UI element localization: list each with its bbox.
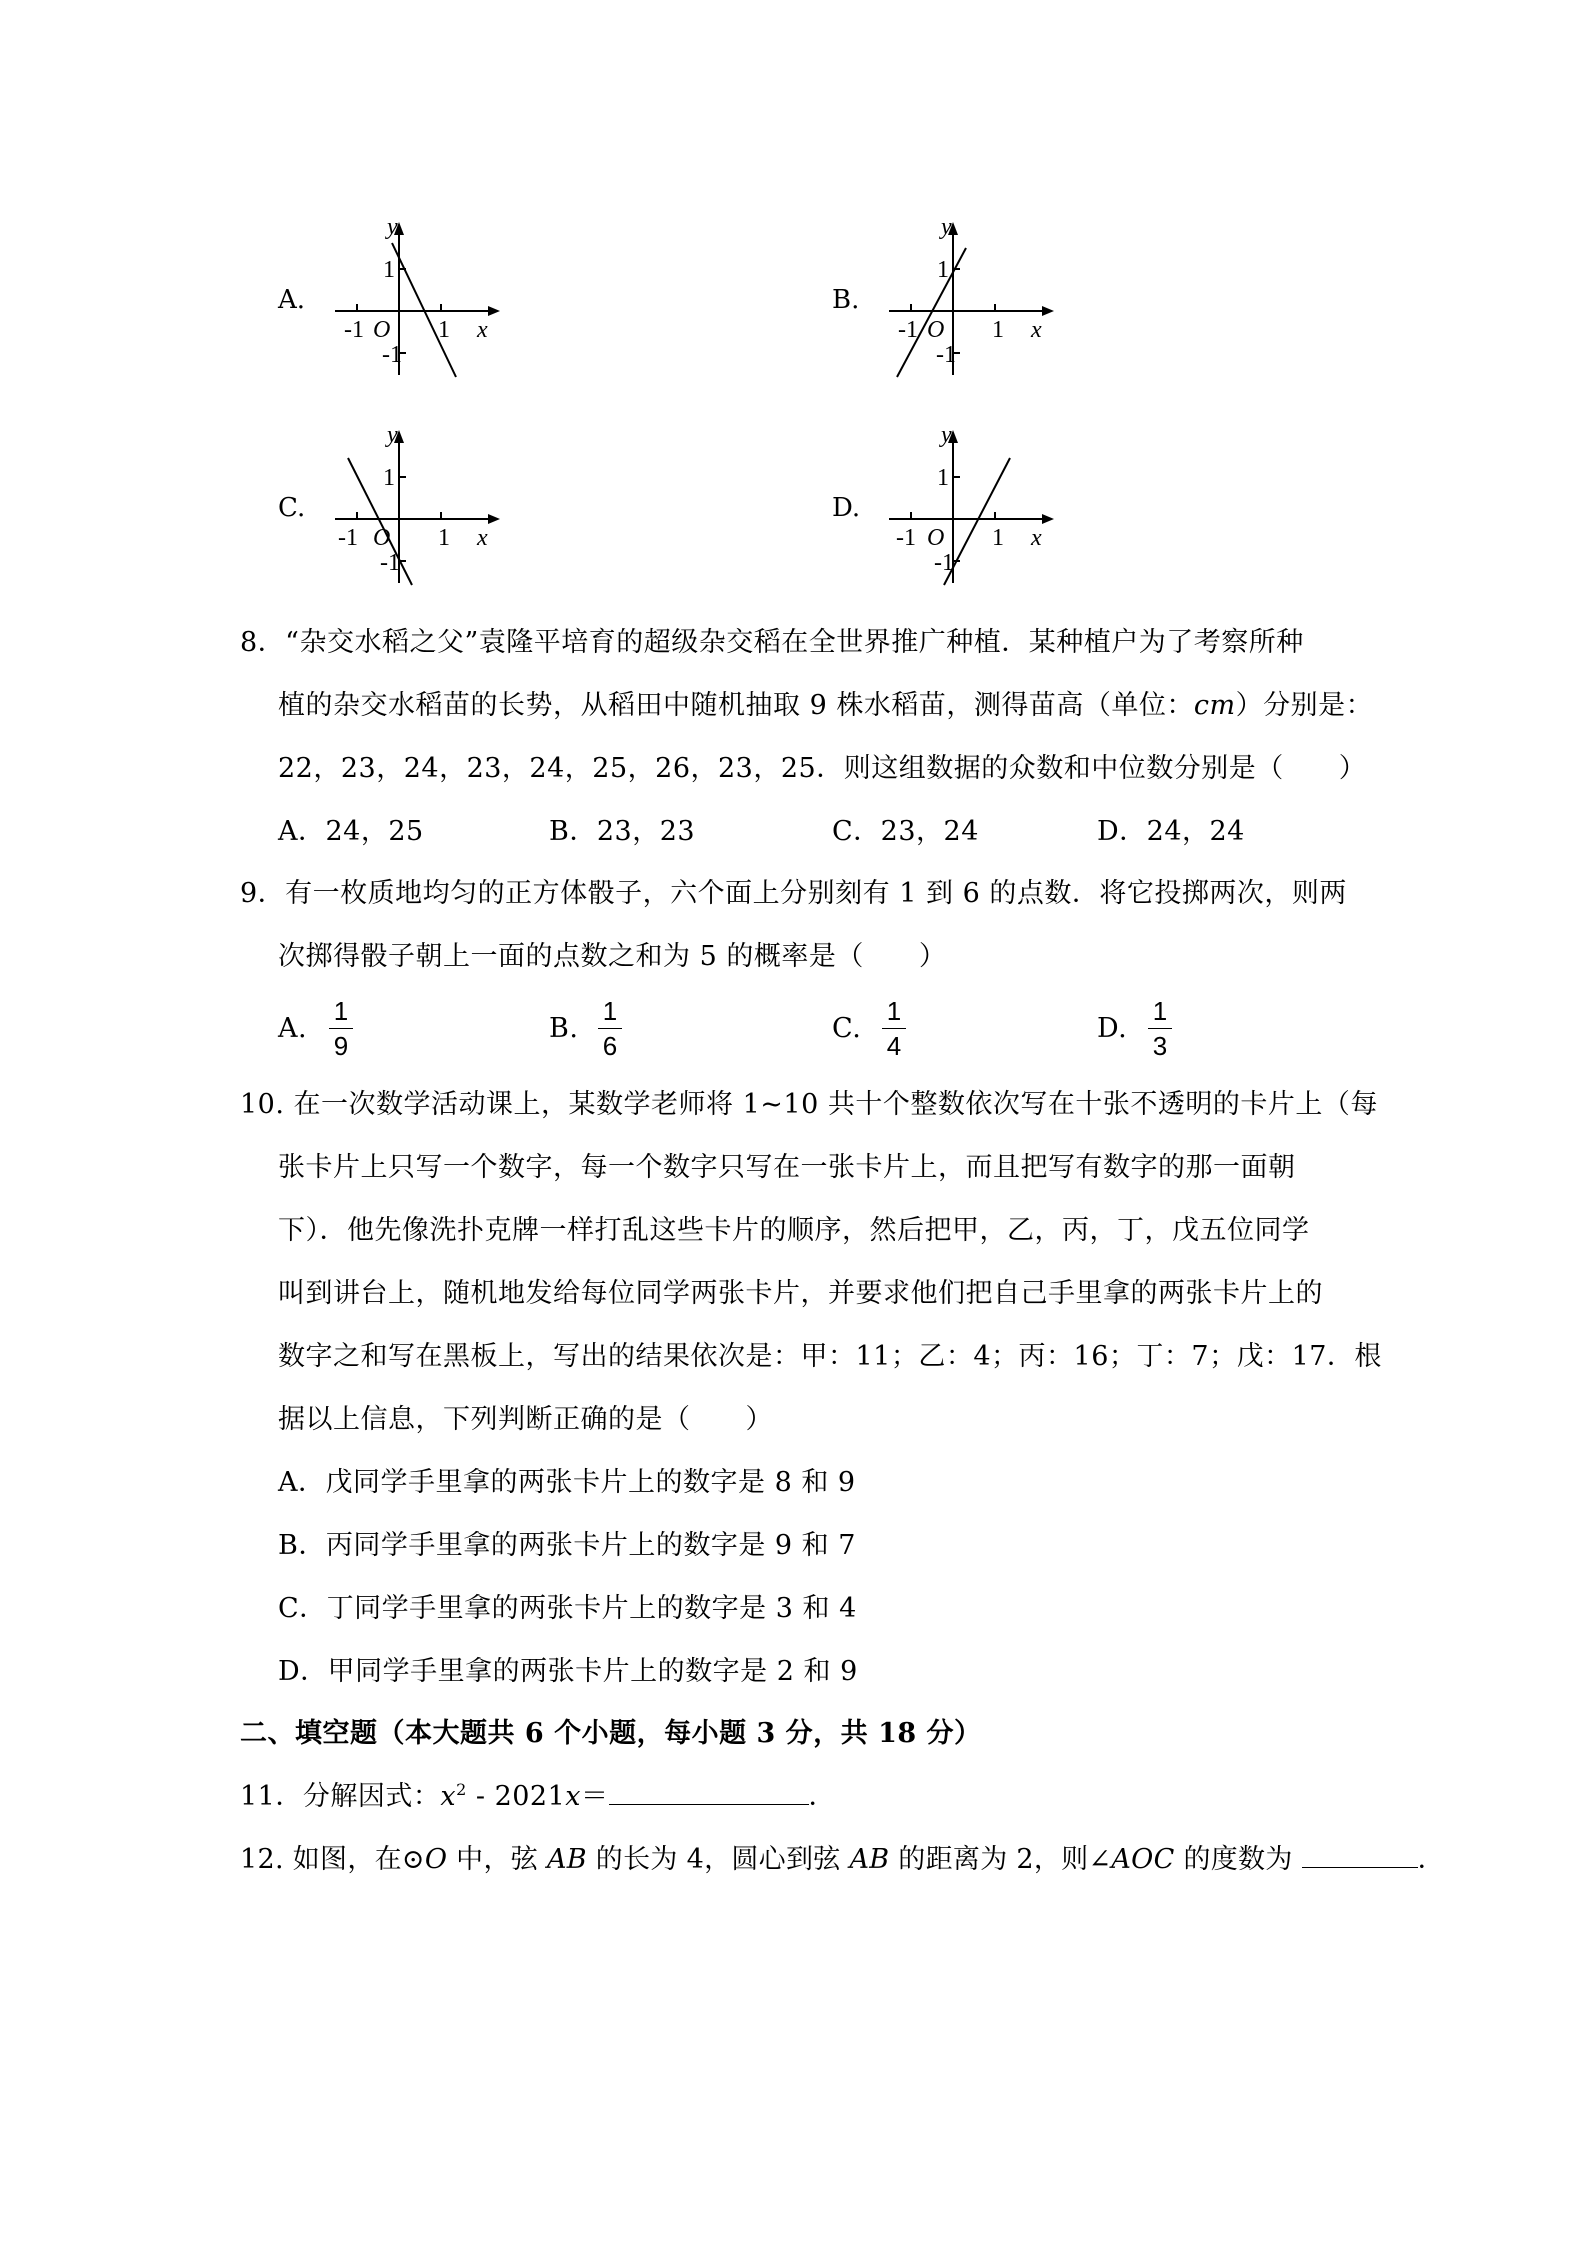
q8-line-2: 植的杂交水稻苗的长势，从稻田中随机抽取 9 株水稻苗，测得苗高（单位：cm）分别是： (278, 690, 1374, 721)
q10-option-c: C．丁同学手里拿的两张卡片上的数字是 3 和 4 (278, 1593, 857, 1624)
y-axis-label: y (941, 214, 952, 240)
tick-label-neg1: -1 (898, 317, 918, 343)
q10-option-d: D．甲同学手里拿的两张卡片上的数字是 2 和 9 (278, 1656, 858, 1687)
q9-line-1: 9．有一枚质地均匀的正方体骰子，六个面上分别刻有 1 到 6 的点数．将它投掷两次，则两 (240, 878, 1347, 909)
tick-label-1: 1 (438, 525, 450, 551)
q10-line-2: 张卡片上只写一个数字，每一个数字只写在一张卡片上，而且把写有数字的那一面朝 (278, 1152, 1296, 1183)
tick-label-1: 1 (438, 317, 450, 343)
q9-option-a-label: A. (278, 1013, 308, 1044)
graph-option-b (884, 210, 1064, 380)
q12-answer-blank (1302, 1867, 1418, 1868)
graph-option-d (884, 418, 1064, 588)
q8-option-d: D．24，24 (1097, 816, 1245, 847)
x-axis-label: x (1031, 525, 1042, 551)
q9-option-c-fraction: 1 4 (882, 996, 906, 1061)
tick-label-1: 1 (383, 257, 395, 283)
origin-label: O (927, 317, 945, 343)
graph-option-c (330, 418, 510, 588)
q10-line-4: 叫到讲台上，随机地发给每位同学两张卡片，并要求他们把自己手里拿的两张卡片上的 (278, 1278, 1323, 1309)
y-axis-label: y (941, 422, 952, 448)
x-axis-label: x (477, 317, 488, 343)
q10-line-1: 10. 在一次数学活动课上，某数学老师将 1~10 共十个整数依次写在十张不透明的卡片上（每 (240, 1089, 1378, 1120)
q11-line: 11．分解因式：$x^2 - 2021x=$ ． (240, 1780, 837, 1812)
origin-label: O (373, 317, 391, 343)
tick-label-1: 1 (992, 525, 1004, 551)
q9-option-d-label: D. (1097, 1013, 1128, 1044)
tick-label-1: 1 (383, 465, 395, 491)
q7-option-b-label: B. (832, 285, 860, 315)
graph-option-a (330, 210, 510, 380)
q8-option-b: B．23，23 (549, 816, 696, 847)
y-axis-label: y (387, 422, 398, 448)
tick-label-1: 1 (937, 465, 949, 491)
x-axis-label: x (1031, 317, 1042, 343)
q8-line-1: 8．“杂交水稻之父”袁隆平培育的超级杂交稻在全世界推广种植．某种植户为了考察所种 (240, 627, 1304, 658)
origin-label: O (373, 525, 391, 551)
q10-line-6: 据以上信息，下列判断正确的是（ ） (278, 1404, 773, 1435)
section-2-title: 二、填空题（本大题共 6 个小题，每小题 3 分，共 18 分） (240, 1718, 982, 1749)
q7-option-d-label: D. (832, 493, 861, 523)
q9-option-b-label: B. (549, 1013, 579, 1044)
q12-line: 12. 如图，在⊙O 中，弦 AB 的长为 4，圆心到弦 AB 的距离为 2，则∠AOC 的度数为 ． (240, 1844, 1445, 1875)
q10-option-a: A．戊同学手里拿的两张卡片上的数字是 8 和 9 (278, 1467, 856, 1498)
q10-line-3: 下）．他先像洗扑克牌一样打乱这些卡片的顺序，然后把甲，乙，丙，丁，戊五位同学 (278, 1215, 1310, 1246)
q8-option-a: A．24，25 (278, 816, 424, 847)
q9-option-d-fraction: 1 3 (1148, 996, 1172, 1061)
tick-label-neg1: -1 (382, 342, 402, 368)
origin-label: O (927, 525, 945, 551)
tick-label-neg1: -1 (936, 342, 956, 368)
q7-option-c-label: C. (278, 493, 306, 523)
y-axis-label: y (387, 214, 398, 240)
q9-line-2: 次掷得骰子朝上一面的点数之和为 5 的概率是（ ） (278, 941, 947, 972)
q7-option-a-label: A. (278, 285, 306, 315)
q8-option-c: C．23，24 (832, 816, 979, 847)
q9-option-a-fraction: 1 9 (329, 996, 353, 1061)
tick-label-neg1: -1 (338, 525, 358, 551)
tick-label-neg1: -1 (344, 317, 364, 343)
q9-option-b-fraction: 1 6 (598, 996, 622, 1061)
q9-option-c-label: C. (832, 1013, 862, 1044)
q10-option-b: B．丙同学手里拿的两张卡片上的数字是 9 和 7 (278, 1530, 856, 1561)
tick-label-1: 1 (992, 317, 1004, 343)
tick-label-neg1: -1 (934, 550, 954, 576)
tick-label-neg1: -1 (380, 550, 400, 576)
tick-label-1: 1 (937, 257, 949, 283)
x-axis-label: x (477, 525, 488, 551)
tick-label-neg1: -1 (896, 525, 916, 551)
q11-answer-blank (609, 1804, 809, 1805)
q8-line-3: 22，23，24，23，24，25，26，23，25．则这组数据的众数和中位数分别是（ ） (278, 753, 1367, 784)
q10-line-5: 数字之和写在黑板上，写出的结果依次是：甲：11；乙：4；丙：16；丁：7；戊：17．根 (278, 1341, 1382, 1372)
